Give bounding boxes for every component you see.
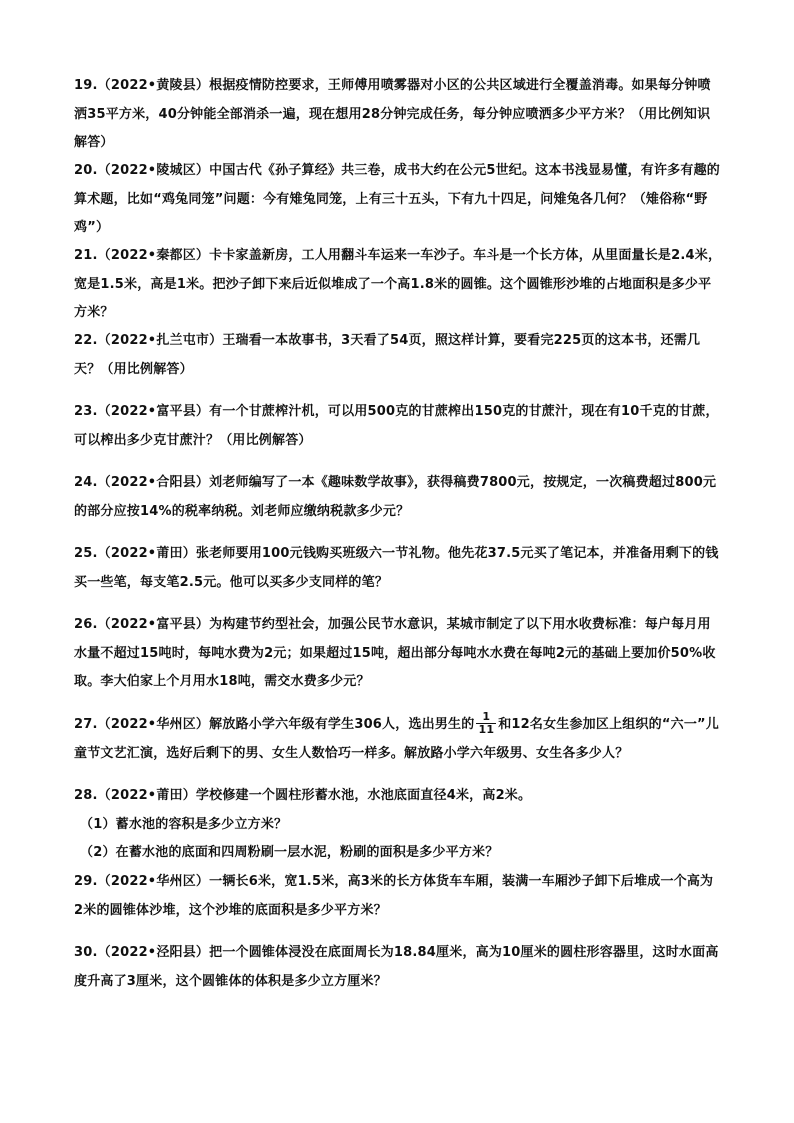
- problem-23: [74, 398, 722, 455]
- problem-28-sub-2: （2）在蓄水池的底面和四周粉刷一层水泥，粉刷的面积是多少平方米？: [80, 845, 499, 861]
- fraction-1-11: [476, 711, 496, 736]
- problem-21: [74, 242, 722, 328]
- problem-25: [74, 540, 722, 597]
- problem-27: [74, 711, 722, 768]
- problem-29: [74, 868, 722, 925]
- problem-30: [74, 939, 722, 996]
- problem-24-text: 24.（2022•合阳县）刘老师编写了一本《趣味数学故事》，获得稿费7800元，按规定，一次稿费超过800元的部分应按14%的税率纳税。刘老师应缴纳税款多少元？: [74, 475, 717, 519]
- problem-27-text-after: 和12名女生参加区上组织的“六一”儿童节文艺汇演，选好后剩下的男、女生人数恰巧一样多。解放路小学六年级男、女生各多少人？: [74, 717, 719, 761]
- problem-20-text: 20.（2022•陵城区）中国古代《孙子算经》共三卷，成书大约在公元5世纪。这本书浅显易懂，有许多有趣的算术题，比如“鸡兔同笼”问题：今有雉兔同笼，上有三十五头，下有九十四足，问雉兔各几何？（雉俗称“野鸡”）: [74, 163, 720, 236]
- problem-23-text: 23.（2022•富平县）有一个甘蔗榨汁机，可以用500克的甘蔗榨出150克的甘蔗汁，现在有10千克的甘蔗，可以榨出多少克甘蔗汁？（用比例解答）: [74, 404, 719, 448]
- problem-19-text: 19.（2022•黄陵县）根据疫情防控要求，王师傅用喷雾器对小区的公共区域进行全覆盖消毒。如果每分钟喷洒35平方米，40分钟能全部消杀一遍，现在想用28分钟完成任务，每分钟应喷洒多少平方米？（用比例知识解答）: [74, 78, 711, 151]
- problem-27-text-before: 27.（2022•华州区）解放路小学六年级有学生306人，选出男生的: [74, 717, 475, 732]
- problem-22-text: 22.（2022•扎兰屯市）王瑞看一本故事书，3天看了54页，照这样计算，要看完225页的这本书，还需几天？（用比例解答）: [74, 333, 701, 377]
- problem-25-text: 25.（2022•莆田）张老师要用100元钱购买班级六一节礼物。他先花37.5元买了笔记本，并准备用剩下的钱买一些笔，每支笔2.5元。他可以买多少支同样的笔？: [74, 546, 719, 590]
- problem-19: [74, 72, 722, 158]
- problem-30-text: 30.（2022•泾阳县）把一个圆锥体浸没在底面周长为18.84厘米，高为10厘米的圆柱形容器里，这时水面高度升高了3厘米，这个圆锥体的体积是多少立方厘米？: [74, 945, 719, 989]
- problem-20: [74, 157, 722, 243]
- fraction-numerator: 1: [476, 711, 496, 724]
- problem-28-text: 28.（2022•莆田）学校修建一个圆柱形蓄水池，水池底面直径4米，高2米。: [74, 788, 532, 803]
- problem-21-text: 21.（2022•秦都区）卡卡家盖新房，工人用翻斗车运来一车沙子。车斗是一个长方体，从里面量长是2.4米，宽是1.5米，高是1米。把沙子卸下来后近似堆成了一个高1.8米的圆锥。这个圆锥形沙堆的占地面积是多少平方米？: [74, 248, 722, 321]
- problem-26: [74, 611, 722, 697]
- problem-28: [74, 782, 722, 868]
- problem-24: [74, 469, 722, 526]
- fraction-denominator: 11: [478, 723, 495, 736]
- problem-28-sub-1: （1）蓄水池的容积是多少立方米？: [80, 816, 288, 832]
- problem-22: [74, 327, 722, 384]
- problem-26-text: 26.（2022•富平县）为构建节约型社会，加强公民节水意识，某城市制定了以下用水收费标准：每户每月用水量不超过15吨时，每吨水费为2元；如果超过15吨，超出部分每吨水水费在每吨2元的基础上要加价50%收取。李大伯家上个月用水18吨，需交水费多少元？: [74, 617, 716, 690]
- problem-29-text: 29.（2022•华州区）一辆长6米，宽1.5米，高3米的长方体货车车厢，装满一车厢沙子卸下后堆成一个高为2米的圆锥体沙堆，这个沙堆的底面积是多少平方米？: [74, 874, 714, 918]
- problem-27-text: [74, 711, 722, 768]
